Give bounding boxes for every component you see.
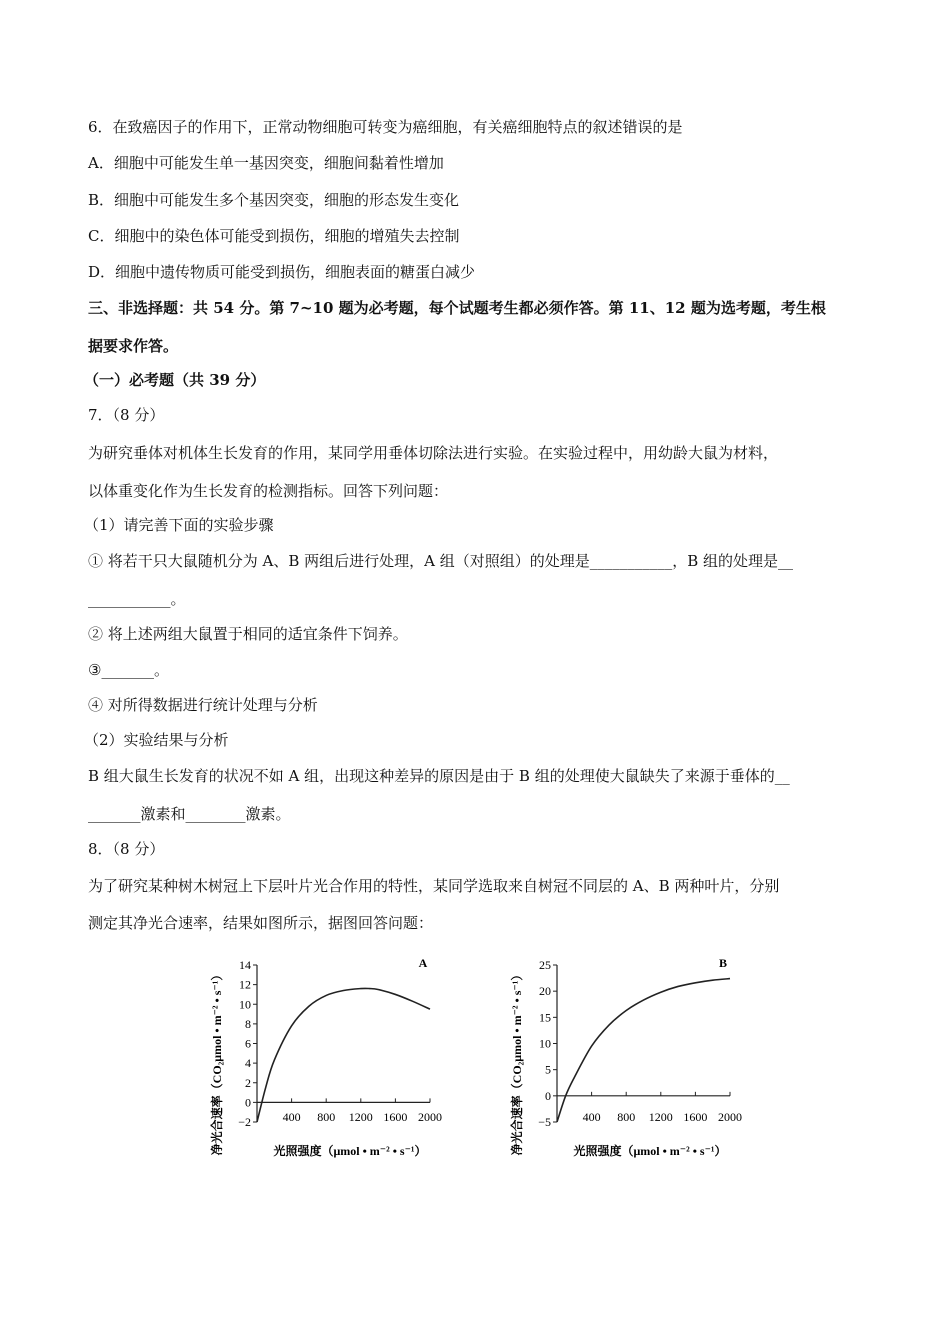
q6-option-d: D．细胞中遗传物质可能受到损伤，细胞表面的糖蛋白减少	[88, 263, 476, 281]
q7-step1-line2: ___________。	[88, 590, 186, 608]
chart-a-xtick-label: 400	[282, 1110, 301, 1124]
chart-b-ytick-label: 25	[539, 958, 551, 972]
chart-a-title: A	[418, 956, 428, 970]
chart-a-ytick-label: 6	[245, 1036, 251, 1051]
chart-b-ylabel: 净光合速率（CO₂μmol • m⁻² • s⁻¹）	[510, 968, 524, 1156]
chart-a-xtick-label: 800	[317, 1110, 336, 1124]
q7-result-line2: _______激素和________激素。	[88, 805, 291, 823]
chart-b-ytick-label: 15	[539, 1010, 551, 1025]
chart-b-xtick-label: 800	[617, 1110, 636, 1124]
q6-stem: 6．在致癌因子的作用下，正常动物细胞可转变为癌细胞，有关癌细胞特点的叙述错误的是	[88, 118, 683, 136]
chart-a-ytick-label: −2	[238, 1115, 251, 1129]
q7-part1-heading: （1）请完善下面的实验步骤	[84, 516, 274, 534]
chart-b-series-line	[557, 979, 730, 1122]
chart-a-xtick-label: 1600	[383, 1110, 408, 1124]
q7-step3: ③_______。	[88, 661, 169, 679]
chart-b-xtick-label: 1600	[683, 1110, 708, 1124]
q7-intro-line2: 以体重变化作为生长发育的检测指标。回答下列问题：	[88, 482, 449, 500]
chart-a-ytick-label: 2	[245, 1075, 251, 1090]
chart-b-ytick-label: 10	[539, 1036, 551, 1051]
q7-part2-heading: （2）实验结果与分析	[84, 731, 229, 749]
chart-a-plot	[238, 958, 442, 1129]
chart-b-ytick-label: 0	[545, 1088, 551, 1103]
chart-a-ylabel: 净光合速率（CO₂μmol • m⁻² • s⁻¹）	[210, 968, 224, 1156]
chart-a-ytick-label: 8	[245, 1016, 251, 1031]
chart-b-ytick-label: 5	[545, 1062, 551, 1077]
section3-heading-line1: 三、非选择题：共 54 分。第 7~10 题为必考题，每个试题考生都必须作答。第 11、12 题为选考题，考生根	[88, 299, 826, 317]
q7-step2: ② 将上述两组大鼠置于相同的适宜条件下饲养。	[88, 625, 408, 643]
chart-b-plot	[538, 958, 742, 1129]
chart-b-xtick-label: 1200	[648, 1110, 673, 1124]
q6-option-c: C．细胞中的染色体可能受到损伤，细胞的增殖失去控制	[88, 227, 460, 245]
q7-step1-line1: ① 将若干只大鼠随机分为 A、B 两组后进行处理，A 组（对照组）的处理是___________，B 组的处理是__	[88, 552, 794, 570]
q8-number: 8．（8 分）	[88, 840, 165, 858]
q6-option-b: B．细胞中可能发生多个基因突变，细胞的形态发生变化	[88, 191, 460, 209]
section3-heading-line2: 据要求作答。	[88, 337, 179, 355]
chart-a-xlabel: 光照强度（μmol • m⁻² • s⁻¹）	[273, 1144, 427, 1158]
chart-a-ytick-label: 0	[245, 1095, 251, 1110]
chart-b-xlabel: 光照强度（μmol • m⁻² • s⁻¹）	[573, 1144, 727, 1158]
q8-intro-line1: 为了研究某种树木树冠上下层叶片光合作用的特性，某同学选取来自树冠不同层的 A、B 两种叶片，分别	[88, 877, 780, 895]
chart-b-xtick-label: 400	[582, 1110, 601, 1124]
chart-a-ytick-label: 10	[239, 997, 251, 1012]
q7-step4: ④ 对所得数据进行统计处理与分析	[88, 696, 318, 714]
chart-a-ytick-label: 4	[245, 1056, 251, 1071]
chart-a-xtick-label: 1200	[348, 1110, 373, 1124]
chart-b-title: B	[718, 956, 728, 970]
chart-b	[505, 950, 755, 1170]
q7-result-line1: B 组大鼠生长发育的状况不如 A 组，出现这种差异的原因是由于 B 组的处理使大鼠缺失了来源于垂体的__	[88, 767, 790, 785]
section3-subheading: （一）必考题（共 39 分）	[84, 371, 266, 389]
chart-a	[205, 950, 455, 1170]
chart-b-ytick-label: 20	[539, 984, 551, 999]
chart-a-xtick-label: 2000	[418, 1110, 442, 1124]
q7-intro-line1: 为研究垂体对机体生长发育的作用，某同学用垂体切除法进行实验。在实验过程中，用幼龄大鼠为材料，	[88, 444, 779, 462]
chart-a-ytick-label: 14	[239, 958, 251, 972]
q6-option-a: A．细胞中可能发生单一基因突变，细胞间黏着性增加	[88, 154, 444, 172]
chart-a-ytick-label: 12	[239, 977, 251, 992]
chart-b-ytick-label: −5	[538, 1115, 551, 1129]
q7-number: 7．（8 分）	[88, 406, 165, 424]
q8-intro-line2: 测定其净光合速率，结果如图所示，据图回答问题：	[88, 914, 434, 932]
chart-b-xtick-label: 2000	[718, 1110, 742, 1124]
